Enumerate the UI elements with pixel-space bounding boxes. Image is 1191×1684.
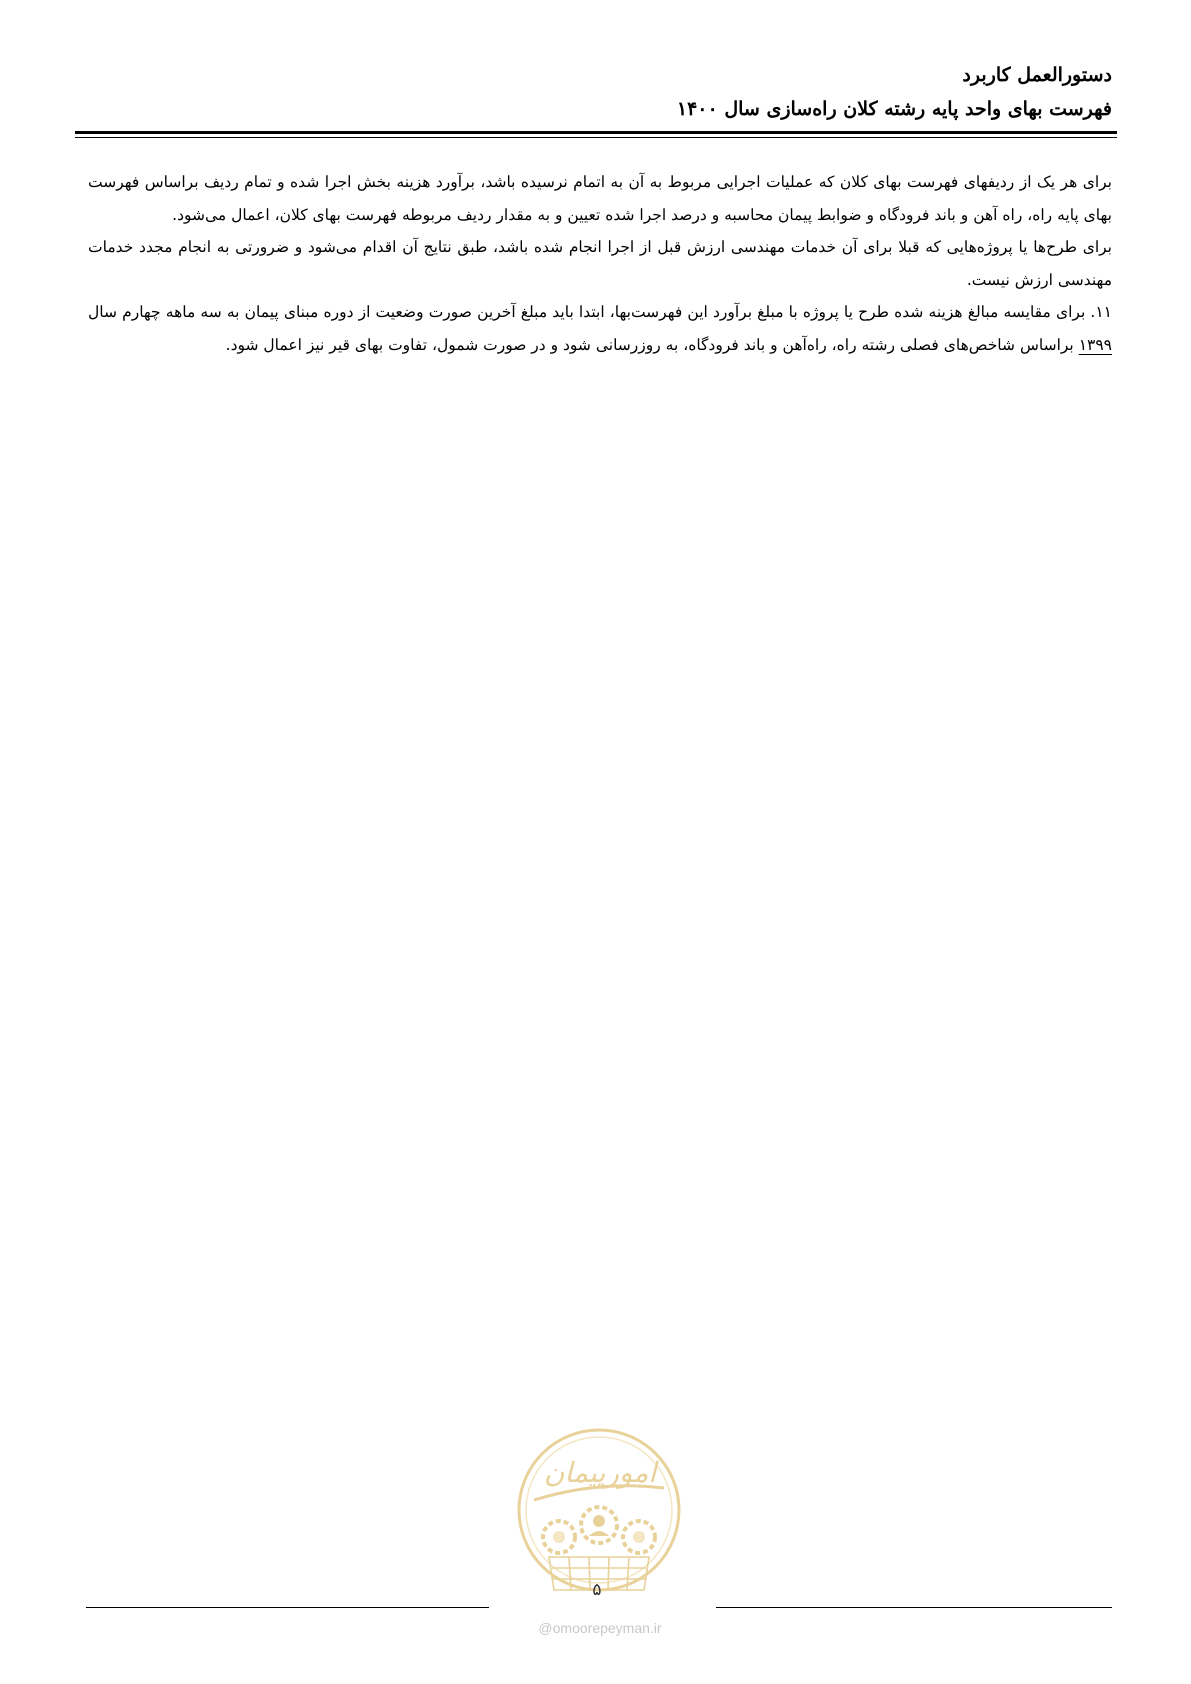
paragraph-3-part-2: براساس شاخص‌های فصلی رشته راه، راه‌آهن و باند فرودگاه، به روزرسانی شود و در صورت شمول، تفاوت بهای قیر نیز اعمال شود. (225, 335, 1079, 354)
paragraph-3-part-1: ۱۱. برای مقایسه مبالغ هزینه شده طرح یا پروژه با مبلغ برآورد این فهرست‌بها، ابتدا باید مبلغ آخرین صورت وضعیت از دوره مبنای پیمان به سه ماهه چهارم سال (88, 303, 1112, 322)
header-title: دستورالعمل کاربرد (962, 64, 1112, 86)
header-subtitle: فهرست بهای واحد پایه رشته کلان راه‌سازی سال ۱۴۰۰ (676, 98, 1112, 120)
document-header (88, 58, 1112, 126)
page-number: ۵ (592, 1580, 602, 1600)
paragraph-1: برای هر یک از ردیفهای فهرست بهای کلان که عملیات اجرایی مربوط به آن به اتمام نرسیده باشد، برآورد هزینه بخش اجرا شده و تمام ردیف براساس فهرست بهای پایه راه، راه آهن و باند فرودگاه و ضوابط پیمان محاسبه و درصد اجرا شده تعیین و به مقدار ردیف مربوطه فهرست بهای کلان، اعمال می‌شود. (88, 173, 1112, 224)
document-body (88, 166, 1112, 362)
header-rule-thick (75, 131, 1117, 134)
footer-rule-right (716, 1607, 1112, 1608)
site-watermark: @omoorepeyman.ir (538, 1620, 662, 1636)
footer-rule-left (86, 1607, 489, 1608)
paragraph-2: برای طرح‌ها یا پروژه‌هایی که قبلا برای آن خدمات مهندسی ارزش قبل از اجرا انجام شده باشد، طبق نتایج آن اقدام می‌شود و ضرورتی به انجام مجدد خدمات مهندسی ارزش نیست. (88, 238, 1112, 289)
underlined-year: ۱۳۹۹ (1078, 335, 1112, 354)
watermark-logo-text: امورپیمان (543, 1456, 657, 1489)
header-rule-thin (75, 137, 1117, 138)
paragraph-3 (88, 296, 1112, 361)
